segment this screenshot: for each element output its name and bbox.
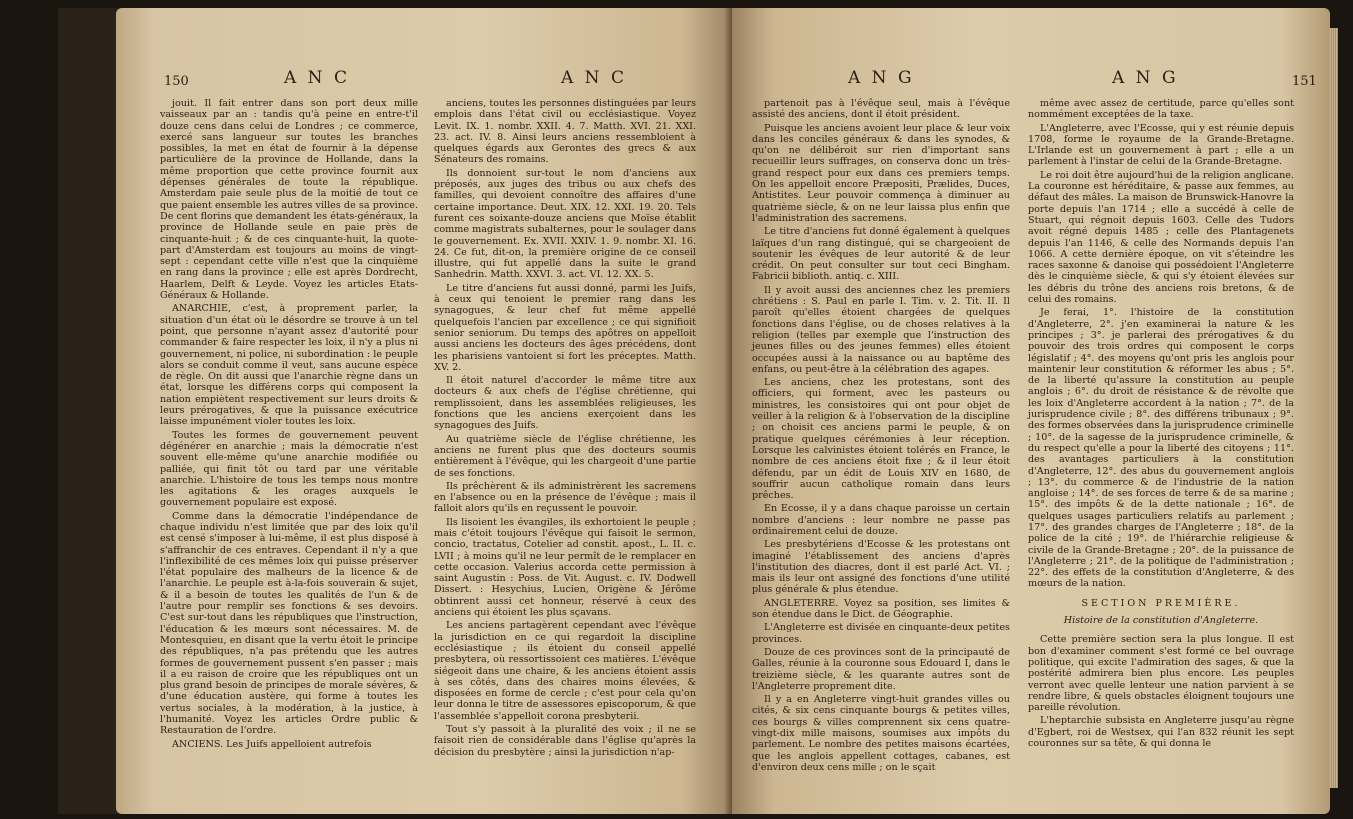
running-head-right-col1: A N G: [848, 68, 915, 88]
paragraph: partenoit pas à l'évêque seul, mais à l'évêque assisté des anciens, dont il étoit président.: [752, 98, 1010, 121]
open-book: [58, 8, 1317, 814]
paragraph: Ils lisoient les évangiles, ils exhortoient le peuple ; mais c'étoit toujours l'évêque qui faisoit le sermon, concio, tractatus, Cotelier ad constit. apost., L. II. c. LVII ; à moins qu'il ne leur permît de le remplacer en cette occasion. Valerius accorda cette permission à saint Augustin : Poss. de Vit. August. c. IV. Dodwell Dissert. : Hesychius, Lucien, Origène & Jérôme obtinrent aussi cet honneur, réservé à ceux des anciens qui étoient les plus sçavans.: [434, 516, 696, 619]
page-number-left: 150: [164, 74, 189, 89]
paragraph: L'heptarchie subsista en Angleterre jusqu'au règne d'Egbert, roi de Westsex, qui l'an 832 réunit les sept couronnes sur sa tête, & qui donna le: [1028, 715, 1294, 750]
paragraph: Toutes les formes de gouvernement peuvent dégénérer en anarchie ; mais la démocratie n'est souvent elle-même qu'une anarchie modifiée ou palliée, qui finit tôt ou tard par une véritable anarchie. L'histoire de tous les temps nous montre les agitations & les orages auxquels le gouvernement populaire est exposé.: [160, 429, 418, 509]
paragraph: Je ferai, 1°. l'histoire de la constitution d'Angleterre, 2°. j'en examinerai la nature & les principes ; 3°. je parlerai des prérogatives & du pouvoir des trois ordres qui composent le corps législatif ; 4°. des moyens qu'ont pris les anglois pour maintenir leur constitution & réformer les abus ; 5°. de la liberté qu'assure la constitution au peuple anglois ; 6°. du droit de résistance & de révolte que les loix d'Angleterre accordent à la nation ; 7°. de la jurisprudence civile ; 8°. des différens tribunaux ; 9°. des formes observées dans la jurisprudence criminelle ; 10°. de la sagesse de la jurisprudence criminelle, & du respect qu'elle a pour la liberté des citoyens ; 11°. des avantages particuliers à la constitution d'Angleterre, 12°. des abus du gouvernement anglois ; 13°. du commerce & de l'industrie de la nation angloise ; 14°. de ses forces de terre & de sa marine ; 15°. des impôts & de la dette nationale ; 16°. de quelques usages particuliers relatifs au parlement ; 17°. des grandes charges de l'Angleterre ; 18°. de la police de la cité ; 19°. de l'hiérarchie religieuse & civile de la Grande-Bretagne ; 20°. de la puissance de l'Angleterre ; 21°. de la politique de l'administration ; 22°. des effets de la constitution d'Angleterre, & des mœurs de la nation.: [1028, 307, 1294, 590]
paragraph: même avec assez de certitude, parce qu'elles sont nommément exceptées de la taxe.: [1028, 98, 1294, 121]
paragraph: Il étoit naturel d'accorder le même titre aux docteurs & aux chefs de l'église chrétienne, qui remplissoient, dans les assemblées religieuses, les fonctions que les anciens exerçoient dans les synagogues des Juifs.: [434, 375, 696, 432]
paragraph: L'Angleterre, avec l'Ecosse, qui y est réunie depuis 1708, forme le royaume de la Grande-Bretagne. L'Irlande est un gouvernement à part ; elle a un parlement à l'instar de celui de la Grande-Bretagne.: [1028, 122, 1294, 168]
paragraph: SECTION PREMIÈRE.: [1081, 597, 1241, 609]
paragraph: ANARCHIE, c'est, à proprement parler, la situation d'un état où le désordre se trouve à un tel point, que personne n'ayant assez d'autorité pour commander & faire respecter les loix, il n'y a plus ni gouvernement, ni police, ni subordination : le peuple alors se conduit comme il veut, sans aucune espèce de règle. On dit aussi que l'anarchie règne dans un état, lorsque les différens corps qui composent la nation empiètent respectivement sur leurs droits & leurs prérogatives, & que la puissance exécutrice laisse impunément violer toutes les loix.: [160, 303, 418, 428]
running-head-left-col2: A N C: [561, 68, 627, 88]
left-page-column-2: [434, 98, 696, 760]
left-page-column-1: [160, 98, 418, 752]
paragraph: L'Angleterre est divisée en cinquante-deux petites provinces.: [752, 622, 1010, 645]
running-head-right-col2: A N G: [1112, 68, 1179, 88]
paragraph: Puisque les anciens avoient leur place & leur voix dans les conciles généraux & dans les synodes, & qu'on ne délibéroit sur rien d'important sans recueillir leurs suffrages, on conserva donc un très-grand respect pour eux dans ces premiers temps. On les appelloit encore Præpositi, Prælides, Duces, Antistites. Leur pouvoir commença à diminuer au quatrième siècle, & on ne leur laissa plus enfin que l'administration des sacremens.: [752, 122, 1010, 224]
paragraph: Le titre d'anciens fut aussi donné, parmi les Juifs, à ceux qui tenoient le premier rang dans les synagogues, & leur chef fut même appellé quelquefois l'ancien par excellence ; ce qui signifioit senior seniorum. Du temps des apôtres on appelloit aussi anciens les docteurs des âges précédens, dont les pharisiens vantoient si fort les préceptes. Matth. XV. 2.: [434, 282, 696, 373]
paragraph: Le roi doit être aujourd'hui de la religion anglicane. La couronne est héréditaire, & passe aux femmes, au défaut des mâles. La maison de Brunswick-Hanovre la porte depuis l'an 1714 ; elle a succédé à celle de Stuart, qui régnoit depuis 1603. Celle des Tudors avoit régné depuis 1485 ; celle des Plantagenets depuis l'an 1146, & celle des Normands depuis l'an 1066. A cette dernière époque, on vit s'éteindre les races saxonne & danoise qui possédoient l'Angleterre dès le cinquième siècle, & qui s'y étoient élevées sur les débris du trône des anciens rois bretons, & de celui des romains.: [1028, 169, 1294, 306]
paragraph: En Ecosse, il y a dans chaque paroisse un certain nombre d'anciens : leur nombre ne passe pas ordinairement celui de douze.: [752, 503, 1010, 537]
paragraph: Douze de ces provinces sont de la principauté de Galles, réunie à la couronne sous Edouard I, dans le treizième siècle, & les quarante autres sont de l'Angleterre proprement dite.: [752, 646, 1010, 692]
right-page: [732, 8, 1330, 814]
paragraph: Cette première section sera la plus longue. Il est bon d'examiner comment s'est formé ce bel ouvrage politique, qui excite l'admiration des sages, & que la postérité admirera bien plus encore. Les peuples verront avec quelle lenteur une nation parvient à se rendre libre, & quels obstacles éloignent toujours une pareille révolution.: [1028, 634, 1294, 714]
paragraph: Ils prêchèrent & ils administrèrent les sacremens en l'absence ou en la présence de l'évêque ; mais il falloit alors qu'ils en reçussent le pouvoir.: [434, 480, 696, 515]
running-head-left-col1: A N C: [284, 68, 350, 88]
paragraph: ANCIENS. Les Juifs appelloient autrefois: [172, 738, 372, 750]
left-page: [116, 8, 732, 814]
paragraph: Histoire de la constitution d'Angleterre.: [1063, 615, 1259, 627]
paragraph: Les anciens, chez les protestans, sont des officiers, qui forment, avec les pasteurs ou ministres, les consistoires qui ont pour objet de veiller à la religion & à l'observation de la discipline ; on choisit ces anciens parmi le peuple, & on pratique quelques cérémonies à leur réception. Lorsque les calvinistes étoient tolérés en France, le nombre de ces anciens étoit fixe ; & il leur étoit défendu, par un édit de Louis XIV en 1680, de souffrir aucun catholique romain dans leurs prêches.: [752, 377, 1010, 502]
paragraph: Les anciens partagèrent cependant avec l'évêque la jurisdiction en ce qui regardoit la discipline ecclésiastique ; ils étoient du conseil appellé presbytera, où ressortissoient ces matières. L'évêque siégeoit dans une chaire, & les anciens étoient assis à ses côtés, dans des chaires moins élevées, & disposées en forme de cercle ; c'est pour cela qu'on leur donna le titre de assessores episcoporum, & que l'assemblée s'appelloit corona presbyterii.: [434, 620, 696, 722]
paragraph: Le titre d'anciens fut donné également à quelques laïques d'un rang distingué, qui se chargeoient de soutenir les évêques de leur autorité & de leur crédit. On peut consulter sur tout ceci Bingham. Fabricii biblioth. antiq. c. XIII.: [752, 226, 1010, 283]
paragraph: Les presbytériens d'Ecosse & les protestans ont imaginé l'établissement des anciens d'après l'institution des diacres, dont il est parlé Act. VI. ; mais ils leur ont assigné des fonctions d'une utilité plus générale & plus étendue.: [752, 539, 1010, 596]
paragraph: anciens, toutes les personnes distinguées par leurs emplois dans l'état civil ou ecclésiastique. Voyez Levit. IX. 1. nombr. XXII. 4. 7. Matth. XVI. 21. XXI. 23. act. IV. 8. Ainsi leurs anciens ressembloient à quelques égards aux Gerontes des grecs & aux Sénateurs des romains.: [434, 98, 696, 166]
paragraph: Il y a en Angleterre vingt-huit grandes villes ou cités, & six cens cinquante bourgs & petites villes, ces bourgs & villes comprennent six cens quatre-vingt-dix mille maisons, soumises aux impôts du parlement. Le nombre des petites maisons écartées, que les anglois appellent cottages, cabanes, est d'environ deux cens mille ; on le sçait: [752, 694, 1010, 773]
paragraph: Il y avoit aussi des anciennes chez les premiers chrétiens : S. Paul en parle I. Tim. v. 2. Tit. II. Il paroît qu'elles étoient chargées de quelques fonctions dans l'église, ou de choses relatives à la religion (telles par exemple que l'instruction des jeunes filles ou des jeunes femmes) elles étoient occupées aussi à la naissance ou au baptême des enfans, ou peut-être à la célébration des agapes.: [752, 284, 1010, 375]
paragraph: Au quatrième siècle de l'église chrétienne, les anciens ne furent plus que des docteurs soumis entièrement à l'évêque, qui les chargeoit d'une partie de ses fonctions.: [434, 433, 696, 479]
paragraph: Comme dans la démocratie l'indépendance de chaque individu n'est limitée que par des loix qu'il est censé s'imposer à lui-même, il est plus disposé à s'affranchir de ces entraves. Cependant il n'y a que l'inflexibilité de ces mêmes loix qui puisse préserver l'état populaire des malheurs de la licence & de l'anarchie. Le peuple est à-la-fois souverain & sujet, & il a besoin de toutes les qualités de l'un & de l'autre pour remplir ses fonctions & ses devoirs. C'est sur-tout dans les républiques que l'instruction, l'éducation & les mœurs sont nécessaires. M. de Montesquieu, en disant que la vertu étoit le principe des républiques, n'a pas prétendu que les autres formes de gouvernement pussent s'en passer ; mais il a eu raison de croire que les républiques ont un plus grand besoin de principes de morale sévères, & d'une éducation austère, qui forme à toutes les vertus sociales, à la modération, à la justice, à l'humanité. Voyez les articles Ordre public & Restauration de l'ordre.: [160, 510, 418, 737]
page-number-right: 151: [1292, 74, 1317, 89]
right-page-column-2: [1028, 98, 1294, 751]
paragraph: Ils donnoient sur-tout le nom d'anciens aux préposés, aux juges des tribus ou aux chefs des familles, qui devoient connoître des affaires d'une certaine importance. Deut. XIX. 12. XXI. 19. 20. Tels furent ces soixante-douze anciens que Moïse établit comme magistrats subalternes, pour le soulager dans le gouvernement. Ex. XVII. XXIV. 1. 9. nombr. XI. 16. 24. Ce fut, dit-on, la première origine de ce conseil illustre, qui fut appellé dans la suite le grand Sanhedrin. Matth. XXVI. 3. act. VI. 12. XX. 5.: [434, 167, 696, 281]
paragraph: jouit. Il fait entrer dans son port deux mille vaisseaux par an : tandis qu'à peine en entre-t'il douze cens dans celui de Londres ; ce commerce, exercé sans langueur sur toutes les branches possibles, la met en état de fournir à la dépense particulière de la province de Hollande, dans la même proportion que cette province fournit aux dépenses générales de toute la république. Amsterdam paie seule plus de la moitié de tout ce que paient ensemble les autres villes de sa province. De cent florins que demandent les états-généraux, la province de Hollande seule en paie près de cinquante-huit ; & de ces cinquante-huit, la quote-part d'Amsterdam est toujours au moins de vingt-sept : cependant cette ville n'est que la cinquième en rang dans la province ; elle est après Dordrecht, Haarlem, Delft & Leyde. Voyez les articles Etats-Généraux & Hollande.: [160, 98, 418, 302]
paragraph: ANGLETERRE. Voyez sa position, ses limites & son étendue dans le Dict. de Géographie.: [752, 597, 1010, 621]
paragraph: Tout s'y passoit à la pluralité des voix ; il ne se faisoit rien de considérable dans l'église qu'après la décision du presbytère ; ainsi la jurisdiction n'ap-: [434, 724, 696, 758]
right-page-column-1: [752, 98, 1010, 775]
